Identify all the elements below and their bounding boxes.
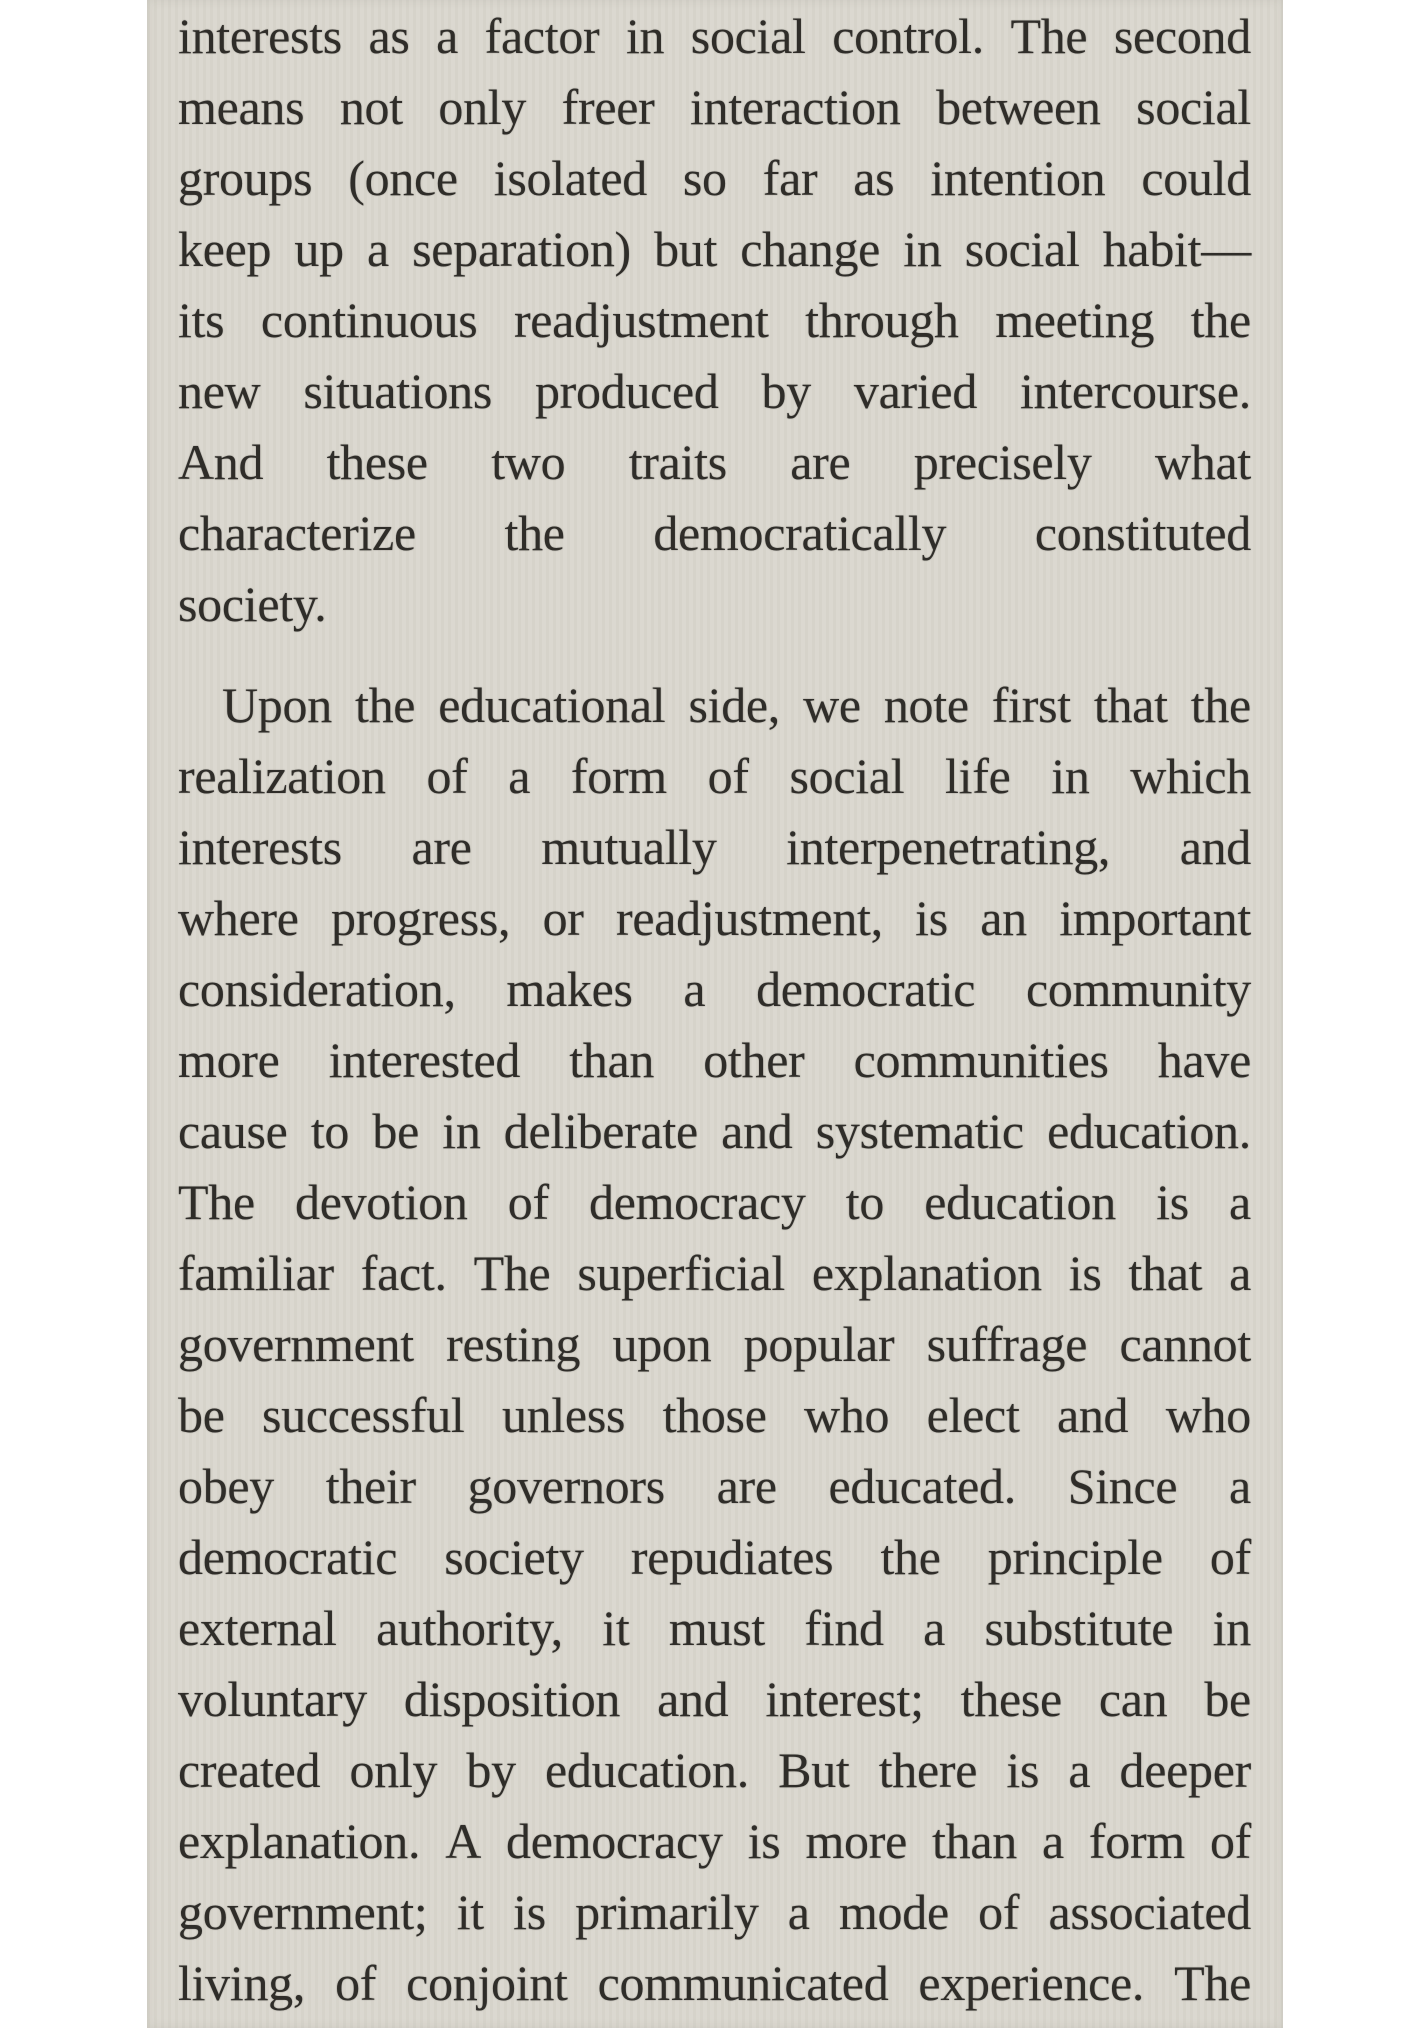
- text-line: interests are mutually interpenetrating, and: [178, 819, 1251, 875]
- book-text: [147, 0, 1283, 2019]
- text-line: voluntary disposition and interest; these can be: [178, 1671, 1251, 1727]
- text-line: And these two traits are precisely what: [178, 434, 1251, 490]
- text-line: new situations produced by varied intercourse.: [178, 363, 1251, 419]
- text-line: obey their governors are educated. Since a: [178, 1458, 1251, 1514]
- text-line: familiar fact. The superficial explanation is that a: [178, 1245, 1251, 1301]
- text-line: characterize the democratically constituted: [178, 505, 1251, 561]
- text-line: groups (once isolated so far as intention could: [178, 150, 1251, 206]
- paragraph-2: [178, 670, 1251, 2019]
- text-line: keep up a separation) but change in social habit—: [178, 221, 1251, 277]
- text-line: explanation. A democracy is more than a form of: [178, 1813, 1251, 1869]
- text-line: government; it is primarily a mode of associated: [178, 1884, 1251, 1940]
- text-line: society.: [178, 576, 327, 632]
- text-line: cause to be in deliberate and systematic education.: [178, 1103, 1251, 1159]
- text-line: be successful unless those who elect and who: [178, 1387, 1251, 1443]
- text-line: created only by education. But there is a deeper: [178, 1742, 1251, 1798]
- text-line: its continuous readjustment through meeting the: [178, 292, 1251, 348]
- text-line: living, of conjoint communicated experience. The: [178, 1955, 1251, 2011]
- text-line: government resting upon popular suffrage cannot: [178, 1316, 1251, 1372]
- book-page-panel: [147, 0, 1283, 2028]
- text-line: where progress, or readjustment, is an important: [178, 890, 1251, 946]
- text-line: The devotion of democracy to education is a: [178, 1174, 1251, 1230]
- text-line: means not only freer interaction between social: [178, 79, 1251, 135]
- text-line: interests as a factor in social control. The second: [178, 8, 1251, 64]
- text-line: consideration, makes a democratic community: [178, 961, 1251, 1017]
- text-line: democratic society repudiates the principle of: [178, 1529, 1251, 1585]
- text-line: Upon the educational side, we note first that the: [222, 677, 1251, 733]
- text-line: realization of a form of social life in which: [178, 748, 1251, 804]
- text-line: more interested than other communities have: [178, 1032, 1251, 1088]
- paragraph-1: [178, 1, 1251, 640]
- text-line: external authority, it must find a substitute in: [178, 1600, 1251, 1656]
